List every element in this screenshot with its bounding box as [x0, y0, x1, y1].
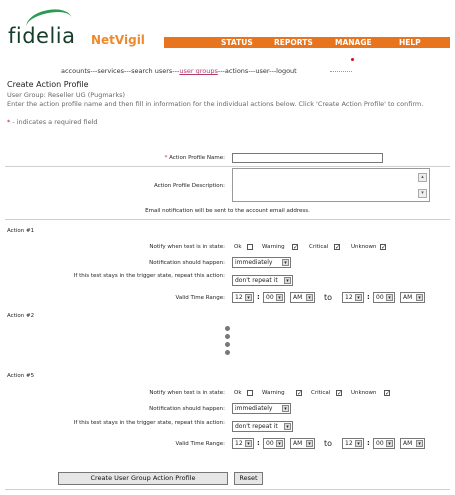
action-1-end-hour-select[interactable] — [342, 292, 364, 303]
action-5-end-ampm: AM — [403, 440, 413, 447]
logo: fidelia — [8, 24, 76, 48]
chevron-down-icon: ▾ — [284, 277, 291, 284]
action-1-start-hour-select[interactable] — [232, 292, 254, 303]
action-5-start-minute: 00 — [266, 440, 274, 447]
divider — [5, 489, 450, 490]
email-note: Email notification will be sent to the account email address. — [145, 208, 310, 214]
chevron-down-icon: ▾ — [306, 294, 313, 301]
state-warning-label: Warning — [262, 390, 285, 396]
action-1-repeat-value: don't repeat it — [235, 277, 278, 284]
action-5-start-minute-select[interactable] — [263, 438, 285, 449]
nav-manage[interactable]: MANAGE — [335, 38, 372, 47]
action-1-start-hour: 12 — [235, 294, 243, 301]
action-5-end-minute: 00 — [376, 440, 384, 447]
action-1-title: Action #1 — [7, 228, 35, 234]
crumb-logout[interactable]: logout — [276, 67, 297, 75]
chevron-down-icon: ▾ — [276, 440, 283, 447]
action-1-warning-checkbox[interactable]: ✓ — [293, 244, 299, 251]
chevron-down-icon: ▾ — [416, 294, 423, 301]
state-unknown-label: Unknown — [351, 390, 377, 396]
action-5-start-ampm: AM — [293, 440, 303, 447]
marker-dot — [351, 58, 354, 61]
chevron-down-icon: ▾ — [355, 294, 362, 301]
chevron-down-icon: ▾ — [245, 440, 252, 447]
chevron-down-icon: ▾ — [355, 440, 362, 447]
chevron-down-icon: ▾ — [386, 294, 393, 301]
time-separator: : — [367, 293, 370, 301]
crumb-user[interactable]: user — [255, 67, 270, 75]
chevron-down-icon: ▾ — [282, 405, 289, 412]
action-1-critical-checkbox[interactable]: ✓ — [335, 244, 341, 251]
action-5-repeat-label: If this test stays in the trigger state, repeat this action: — [73, 420, 225, 426]
profile-name-label: * Action Profile Name: — [164, 155, 225, 161]
action-1-end-ampm-select[interactable] — [400, 292, 425, 303]
action-1-notification-label: Notification should happen: — [149, 260, 225, 266]
nav-help[interactable]: HELP — [399, 38, 421, 47]
divider — [5, 219, 450, 220]
action-5-repeat-select[interactable] — [232, 421, 293, 432]
action-1-start-ampm-select[interactable] — [290, 292, 315, 303]
action-5-start-hour: 12 — [235, 440, 243, 447]
action-5-notification-label: Notification should happen: — [149, 406, 225, 412]
chevron-down-icon: ▾ — [276, 294, 283, 301]
state-ok-label: Ok — [234, 390, 242, 396]
action-1-start-ampm: AM — [293, 294, 303, 301]
action-1-end-ampm: AM — [403, 294, 413, 301]
action-1-start-minute: 00 — [266, 294, 274, 301]
action-5-end-hour-select[interactable] — [342, 438, 364, 449]
chevron-down-icon: ▾ — [245, 294, 252, 301]
action-5-notification-select[interactable] — [232, 403, 291, 414]
nav-reports[interactable]: REPORTS — [274, 38, 313, 47]
action-1-end-minute-select[interactable] — [373, 292, 395, 303]
crumb-services[interactable]: services — [97, 67, 125, 75]
required-note: * - indicates a required field — [7, 118, 98, 126]
action-1-repeat-label: If this test stays in the trigger state, repeat this action: — [73, 273, 225, 279]
action-1-unknown-checkbox[interactable]: ✓ — [381, 244, 387, 251]
action-5-notification-value: immediately — [235, 405, 273, 412]
action-1-ok-checkbox[interactable] — [247, 244, 253, 250]
action-5-repeat-value: don't repeat it — [235, 423, 278, 430]
ellipsis-dot — [225, 350, 230, 355]
action-5-notify-label: Notify when test is in state: — [149, 390, 225, 396]
profile-description-textarea[interactable] — [232, 168, 430, 202]
action-1-end-minute: 00 — [376, 294, 384, 301]
action-5-end-minute-select[interactable] — [373, 438, 395, 449]
action-1-time-label: Valid Time Range: — [175, 295, 225, 301]
state-critical-label: Critical — [309, 244, 329, 250]
profile-description-label: Action Profile Description: — [153, 183, 225, 189]
action-5-start-ampm-select[interactable] — [290, 438, 315, 449]
action-2-title: Action #2 — [7, 313, 35, 319]
state-critical-label: Critical — [311, 390, 331, 396]
crumb-actions[interactable]: actions — [224, 67, 249, 75]
time-separator: : — [367, 439, 370, 447]
ellipsis-dot — [225, 342, 230, 347]
top-nav — [164, 37, 450, 48]
chevron-down-icon: ▾ — [306, 440, 313, 447]
instructions: Enter the action profile name and then fill in information for the individual actions below. Click 'Create Action Profile' to confirm. — [7, 100, 424, 108]
divider — [5, 166, 450, 167]
product-name: NetVigil — [91, 33, 145, 47]
action-5-critical-checkbox[interactable]: ✓ — [337, 390, 343, 397]
time-separator: : — [257, 439, 260, 447]
action-5-time-label: Valid Time Range: — [175, 441, 225, 447]
state-ok-label: Ok — [234, 244, 242, 250]
divider — [330, 71, 352, 72]
action-5-ok-checkbox[interactable] — [247, 390, 253, 396]
scroll-up-icon[interactable]: ▴ — [418, 173, 427, 182]
action-1-start-minute-select[interactable] — [263, 292, 285, 303]
action-1-end-hour: 12 — [345, 294, 353, 301]
chevron-down-icon: ▾ — [416, 440, 423, 447]
action-5-end-hour: 12 — [345, 440, 353, 447]
chevron-down-icon: ▾ — [282, 259, 289, 266]
action-5-title: Action #5 — [7, 373, 35, 379]
profile-name-label-text: Action Profile Name: — [169, 155, 225, 161]
action-5-start-hour-select[interactable] — [232, 438, 254, 449]
reset-button[interactable]: Reset — [234, 472, 263, 485]
action-1-notification-value: immediately — [235, 259, 273, 266]
chevron-down-icon: ▾ — [284, 423, 291, 430]
crumb-search-users[interactable]: search users — [131, 67, 173, 75]
page-title: Create Action Profile — [7, 80, 89, 89]
action-1-notification-select[interactable] — [232, 257, 291, 268]
chevron-down-icon: ▾ — [386, 440, 393, 447]
crumb-user-groups[interactable]: user groups — [179, 67, 218, 75]
ellipsis-dot — [225, 334, 230, 339]
scroll-down-icon[interactable]: ▾ — [418, 189, 427, 198]
action-1-notify-label: Notify when test is in state: — [149, 244, 225, 250]
profile-name-input[interactable] — [232, 153, 383, 163]
user-group-label: User Group: Reseller UG (Pugmarks) — [7, 91, 126, 99]
action-5-end-ampm-select[interactable] — [400, 438, 425, 449]
breadcrumb: accounts---services---search users---user groups---actions---user---logout — [61, 67, 297, 75]
state-warning-label: Warning — [262, 244, 285, 250]
create-action-profile-button[interactable]: Create User Group Action Profile — [58, 472, 228, 485]
time-range-to: to — [324, 439, 333, 448]
state-unknown-label: Unknown — [351, 244, 377, 250]
nav-status[interactable]: STATUS — [221, 38, 253, 47]
action-5-unknown-checkbox[interactable]: ✓ — [385, 390, 391, 397]
required-note-text: - indicates a required field — [12, 118, 98, 126]
ellipsis-dot — [225, 326, 230, 331]
action-1-repeat-select[interactable] — [232, 275, 293, 286]
crumb-accounts[interactable]: accounts — [61, 67, 91, 75]
action-5-warning-checkbox[interactable]: ✓ — [297, 390, 303, 397]
time-separator: : — [257, 293, 260, 301]
time-range-to: to — [324, 293, 333, 302]
